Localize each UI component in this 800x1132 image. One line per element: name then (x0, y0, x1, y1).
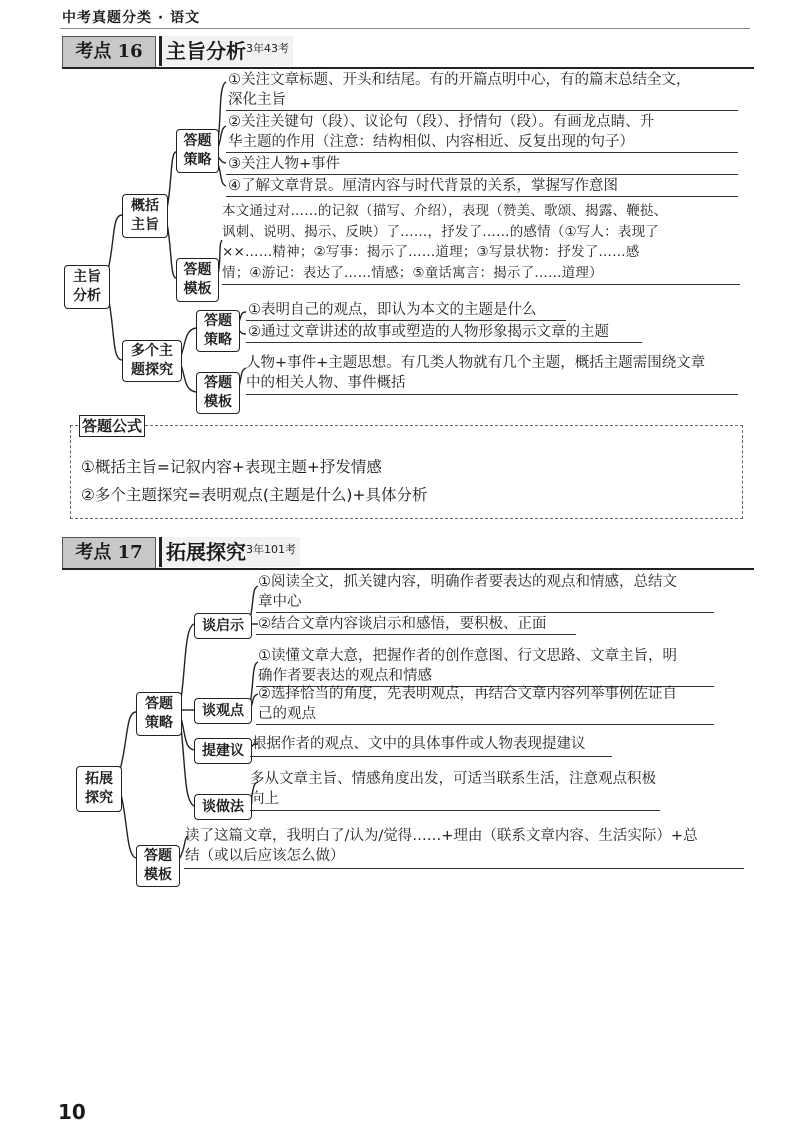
answer-formula-box (70, 417, 743, 519)
node-multi-theme-explore: 多个主 题探究 (122, 340, 182, 382)
formula-line-2: ②多个主题探究=表明观点(主题是什么)+具体分析 (81, 486, 428, 504)
suggestion-text: 根据作者的观点、文中的具体事件或人物表现提建议 (252, 736, 586, 752)
underline (226, 196, 738, 197)
section-17-title-text: 拓展探究 (166, 540, 246, 564)
node-give-suggestion: 提建议 (194, 738, 252, 764)
underline (246, 394, 738, 395)
underline (256, 612, 714, 613)
strategy-item-2: ②关注关键句（段）、议论句（段）、抒情句（段）。有画龙点睛、升 华主题的作用（注意：结构相似、内容相近、反复出现的句子） (228, 114, 655, 150)
underline (226, 174, 738, 175)
node-answer-template-extended: 答题 模板 (136, 845, 180, 887)
root-node-theme-analysis: 主旨 分析 (64, 265, 110, 309)
practice-text: 多从文章主旨、情感角度出发，可适当联系生活，注意观点积极 向上 (250, 771, 656, 807)
extended-template-text: 读了这篇文章，我明白了/认为/觉得……+理由（联系文章内容、生活实际）+总 结（或以后应该怎么做） (185, 828, 698, 864)
section-17-badge: 考点 17 (62, 537, 156, 569)
underline (226, 152, 738, 153)
inspiration-item-1: ①阅读全文，抓关键内容，明确作者要表达的观点和情感，总结文 章中心 (258, 574, 677, 610)
node-talk-inspiration: 谈启示 (194, 613, 252, 639)
running-header: 中考真题分类 · 语文 (62, 10, 201, 26)
section-17-underline (62, 568, 754, 570)
multi-strategy-item-1: ①表明自己的观点，即认为本文的主题是什么 (248, 302, 537, 318)
viewpoint-item-1: ①读懂文章大意，把握作者的创作意图、行文思路、文章主旨，明 确作者要表达的观点和情感 (258, 648, 677, 684)
inspiration-item-2: ②结合文章内容谈启示和感悟，要积极、正面 (258, 616, 547, 632)
section-16-title-text: 主旨分析 (166, 39, 246, 63)
multi-strategy-item-2: ②通过文章讲述的故事或塑造的人物形象揭示文章的主题 (248, 324, 609, 340)
node-talk-practice: 谈做法 (194, 794, 252, 820)
node-answer-template-multi: 答题 模板 (196, 372, 240, 414)
section-16-badge: 考点 16 (62, 36, 156, 68)
underline (256, 634, 576, 635)
underline (184, 868, 744, 869)
viewpoint-item-2: ②选择恰当的角度，先表明观点，再结合文章内容列举事例佐证自 己的观点 (258, 686, 677, 722)
node-answer-strategy-multi: 答题 策略 (196, 310, 240, 352)
underline (250, 810, 660, 811)
formula-line-1: ①概括主旨=记叙内容+表现主题+抒发情感 (81, 458, 382, 476)
underline (246, 342, 642, 343)
node-summarize-theme: 概括 主旨 (122, 194, 168, 238)
strategy-item-3: ③关注人物+事件 (228, 156, 341, 172)
underline (256, 724, 714, 725)
underline (226, 110, 738, 111)
node-answer-strategy-extended: 答题 策略 (136, 692, 182, 736)
underline (222, 284, 740, 285)
strategy-item-1: ①关注文章标题、开头和结尾。有的开篇点明中心，有的篇末总结全文， 深化主旨 (228, 72, 691, 108)
multi-template-text: 人物+事件+主题思想。有几类人物就有几个主题，概括主题需围绕文章 中的相关人物、事件概括 (246, 355, 706, 391)
node-talk-viewpoint: 谈观点 (194, 698, 252, 724)
node-answer-template-summarize: 答题 模板 (176, 258, 219, 302)
strategy-item-4: ④了解文章背景。厘清内容与时代背景的关系，掌握写作意图 (228, 178, 618, 194)
node-answer-strategy-summarize: 答题 策略 (176, 129, 219, 173)
template-text-summarize: 本文通过对……的记叙（描写、介绍），表现（赞美、歌颂、揭露、鞭挞、 讽刺、说明、揭示、反映）了……，抒发了……的感情（①写人：表现了 ××……精神；②写事：揭示了……道理；③写景状物：抒发了……感 情；④游记：表达了……情感；⑤童话寓言：揭示了……道理） (222, 203, 668, 281)
underline (250, 756, 612, 757)
answer-formula-label: 答题公式 (79, 415, 145, 437)
section-17-frequency: 3年101考 (246, 543, 296, 556)
section-16-frequency: 3年43考 (246, 42, 289, 55)
page-number: 10 (58, 1100, 86, 1124)
underline (246, 320, 566, 321)
section-17-title (159, 537, 300, 567)
root-node-extended-inquiry: 拓展 探究 (76, 766, 122, 812)
